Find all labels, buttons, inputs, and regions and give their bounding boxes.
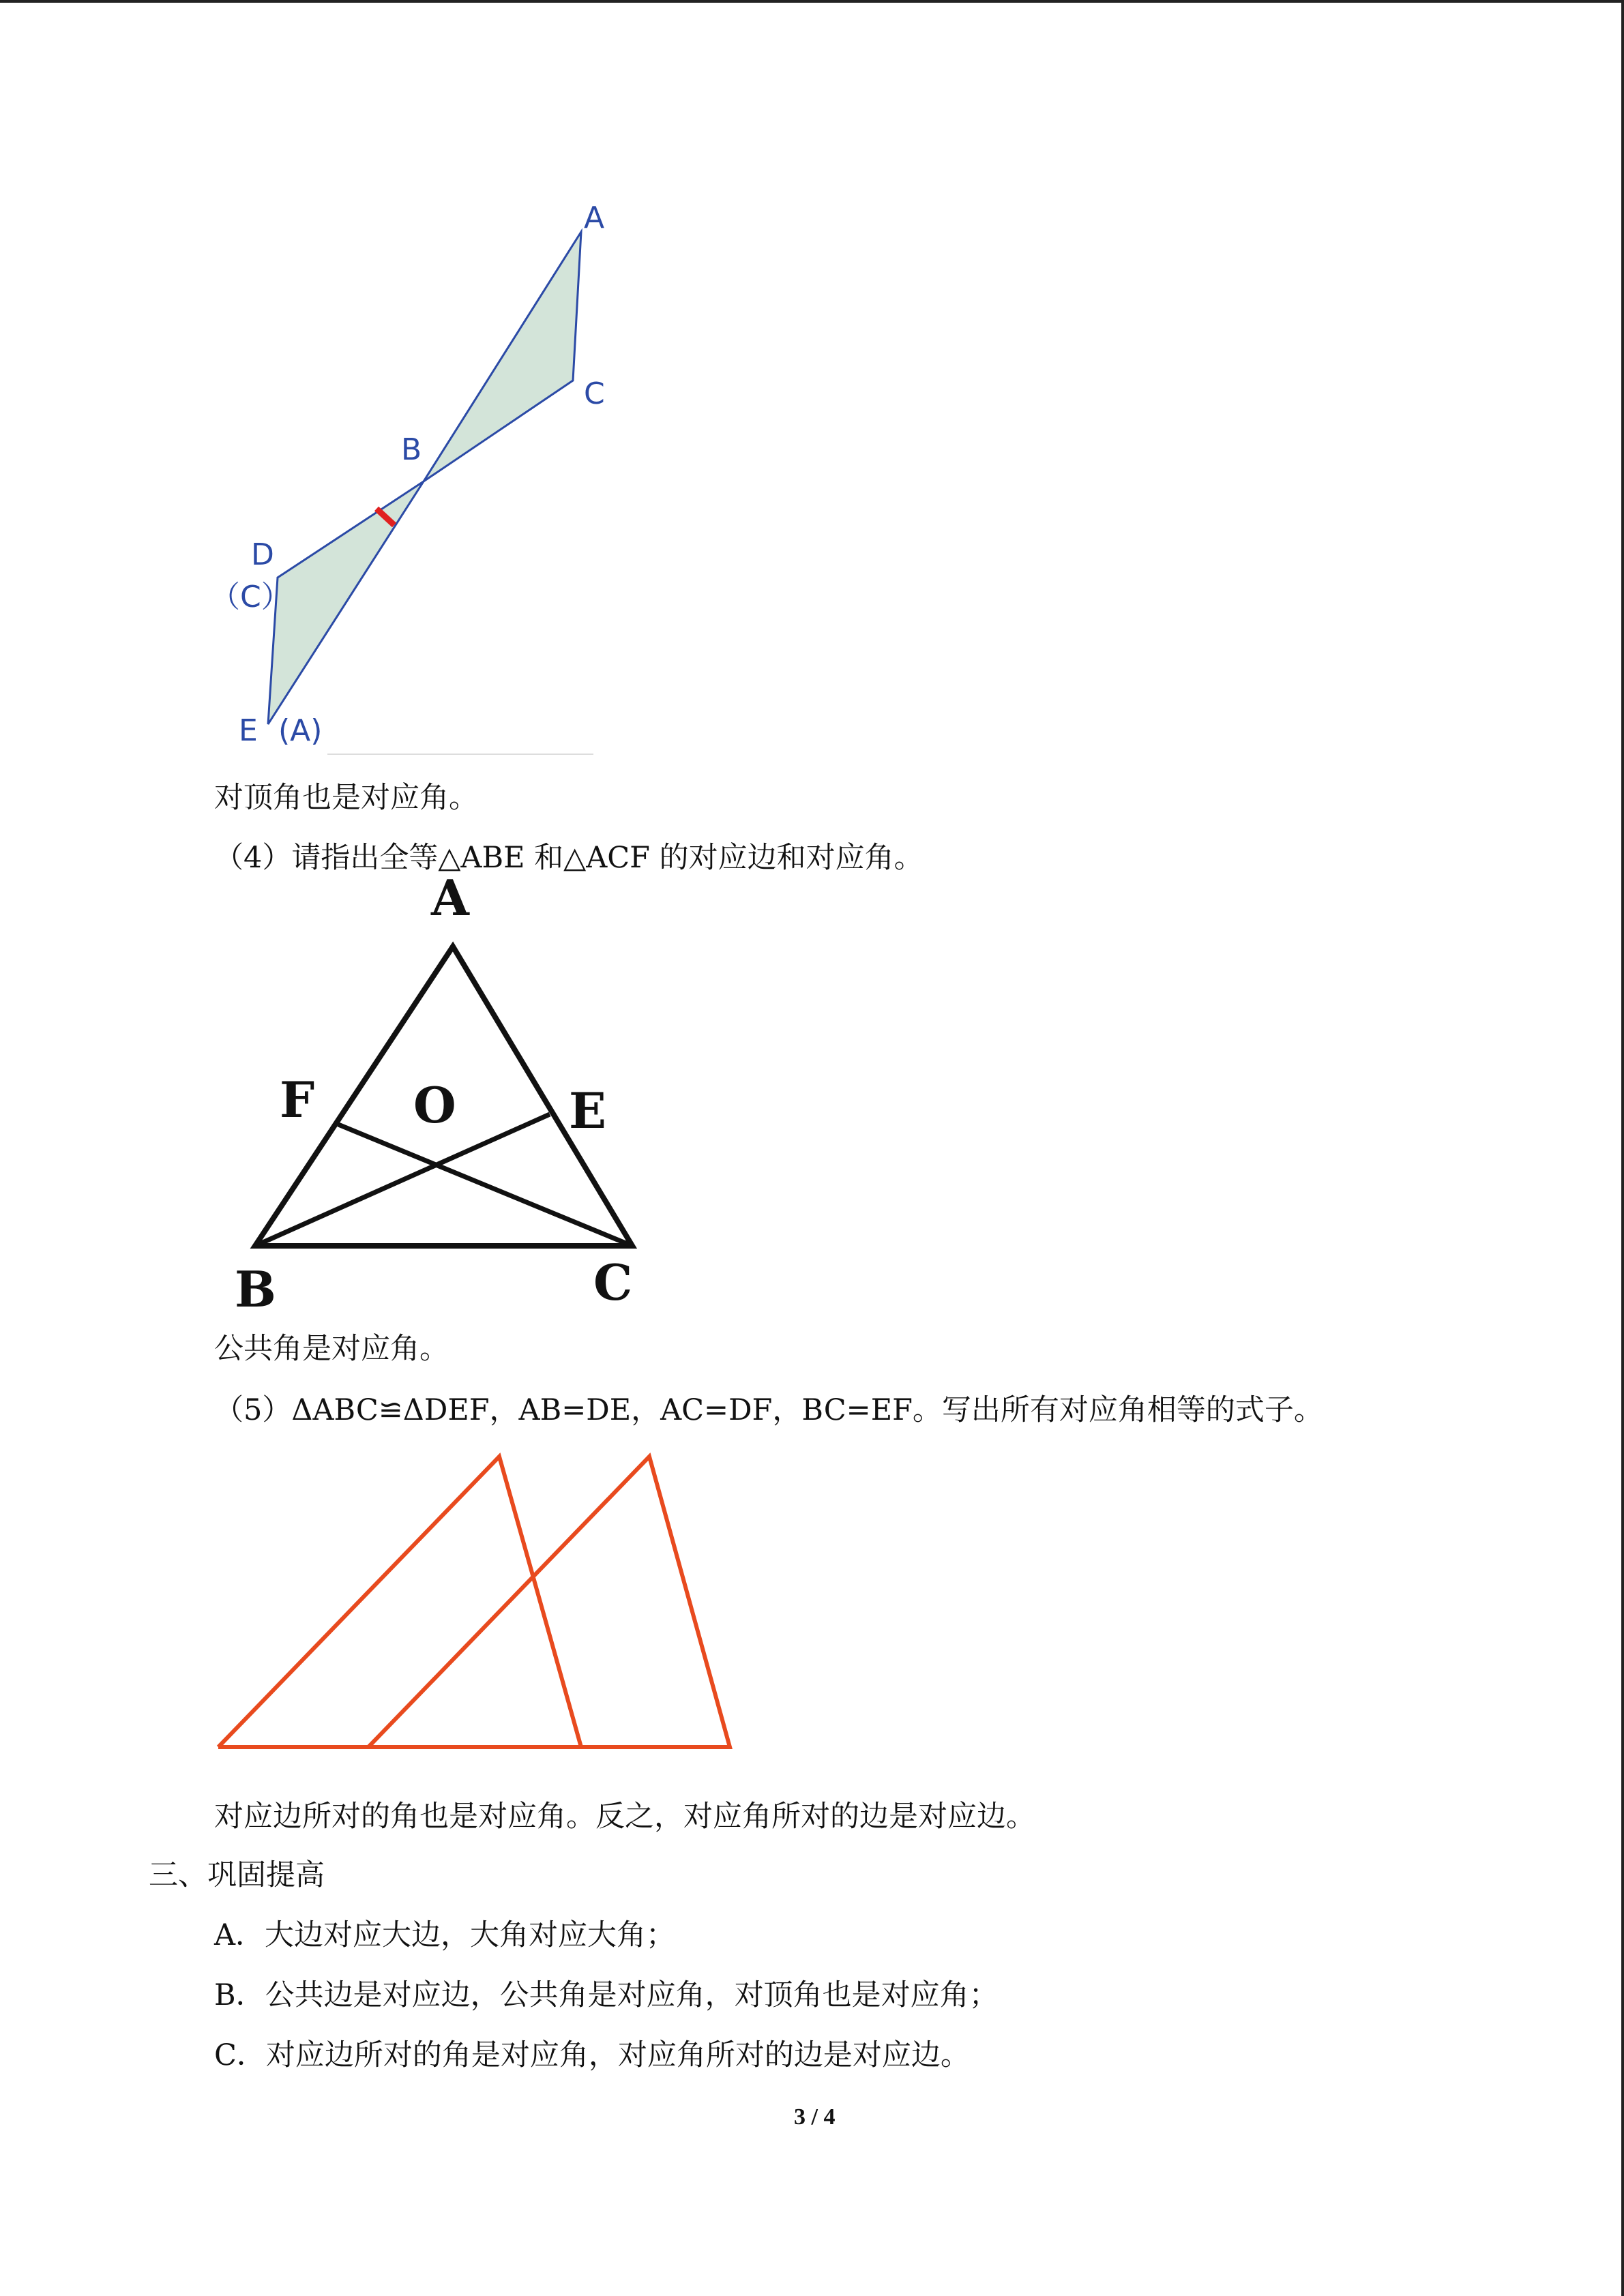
label-F: F xyxy=(280,1071,315,1129)
question-4: （4）请指出全等△ABE 和△ACF 的对应边和对应角。 xyxy=(214,841,924,875)
text-vertical-angle: 对顶角也是对应角。 xyxy=(214,781,478,815)
label-B: B xyxy=(235,1260,276,1318)
label-C: C xyxy=(593,1253,633,1311)
triangle-def-outline xyxy=(368,1457,730,1747)
list-item-a: A．大边对应大边，大角对应大角； xyxy=(214,1918,676,1952)
label-A-paren: (A) xyxy=(278,713,323,748)
section-heading: 三、巩固提高 xyxy=(149,1858,325,1892)
figure-triangle-abc-cevians xyxy=(225,869,662,1318)
list-item-c: C．对应边所对的角是对应角，对应角所对的边是对应边。 xyxy=(214,2038,970,2072)
label-B: B xyxy=(401,432,422,467)
label-C: C xyxy=(584,376,605,411)
label-A: A xyxy=(431,869,469,927)
triangle-dbe-shape xyxy=(268,481,424,724)
label-E: E xyxy=(569,1082,606,1139)
label-O: O xyxy=(413,1076,456,1134)
label-E: E xyxy=(239,713,258,748)
text-common-angle: 公共角是对应角。 xyxy=(214,1332,449,1366)
figure-overlapping-triangles xyxy=(205,1446,750,1766)
page-number: 3 / 4 xyxy=(794,2104,836,2130)
question-5: （5）ΔABC≌ΔDEF，AB=DE，AC=DF，BC=EF。写出所有对应角相等的式子。 xyxy=(214,1393,1323,1427)
triangle-abc-shape xyxy=(424,232,581,481)
list-item-b: B．公共边是对应边，公共角是对应角，对顶角也是对应角； xyxy=(214,1978,999,2012)
label-C-paren: （C） xyxy=(210,580,291,614)
label-D: D xyxy=(251,537,274,572)
figure-vertical-angle-triangles xyxy=(205,191,628,757)
text-opposite-sides: 对应边所对的角也是对应角。反之，对应角所对的边是对应边。 xyxy=(214,1800,1035,1834)
triangle-abc-outline xyxy=(218,1457,581,1747)
label-A: A xyxy=(584,200,605,235)
